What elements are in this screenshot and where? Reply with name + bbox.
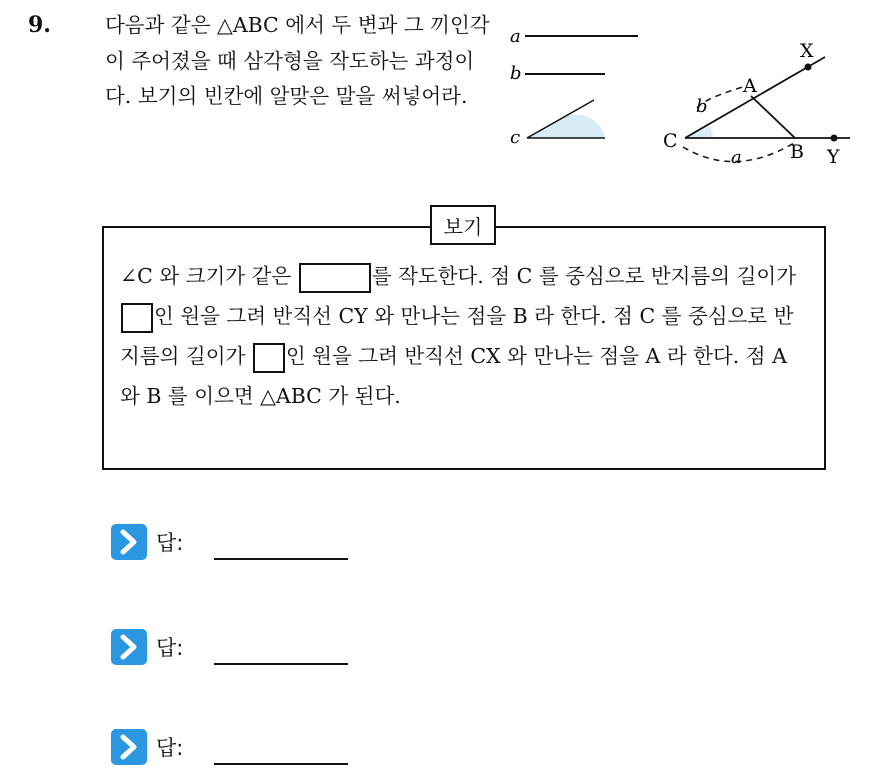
box-text-part-4: 인 원을 그려 반직선 CX 와 만나는 점을 A 라 한다. 점 A 와 B 를 이으면 △ABC 가 된다. xyxy=(120,344,787,408)
question-number: 9. xyxy=(28,12,51,38)
question-text: 다음과 같은 △ABC 에서 두 변과 그 끼인각이 주어졌을 때 삼각형을 작도하는 과정이다. 보기의 빈칸에 알맞은 말을 써넣어라. xyxy=(105,13,490,108)
label-point-c: C xyxy=(663,130,678,152)
answer-label: 답: xyxy=(156,531,184,555)
label-point-a: A xyxy=(743,75,757,97)
blank-1[interactable] xyxy=(299,263,371,293)
answer-label: 답: xyxy=(156,736,184,760)
chevron-right-icon xyxy=(111,629,147,665)
label-b: b xyxy=(510,63,522,84)
label-side-b: b xyxy=(696,96,708,117)
construction-figure xyxy=(500,30,860,180)
angle-c-fill xyxy=(527,115,605,138)
answer-field[interactable] xyxy=(214,763,348,765)
segment-ab xyxy=(751,96,795,138)
blank-2[interactable] xyxy=(121,303,153,333)
box-text-part-1: ∠C 와 크기가 같은 xyxy=(120,264,298,288)
point-y-dot xyxy=(831,135,838,142)
answer-field[interactable] xyxy=(214,663,348,665)
answer-field[interactable] xyxy=(214,558,348,560)
label-side-a: a xyxy=(731,147,742,168)
box-text-part-2: 를 작도한다. 점 C 를 중심으로 반지름의 길이가 xyxy=(371,264,797,288)
point-x-dot xyxy=(805,64,812,71)
label-point-b: B xyxy=(790,141,804,163)
label-y: Y xyxy=(827,146,840,168)
blank-3[interactable] xyxy=(253,343,285,373)
label-a: a xyxy=(510,30,521,47)
answer-label: 답: xyxy=(156,636,184,660)
chevron-right-icon xyxy=(111,729,147,765)
box-text-part-3: 인 원을 그려 반직선 CY 와 만나는 점을 B 라 한다. 점 C 를 중심으로 반지름의 길이가 xyxy=(120,304,794,368)
label-c: c xyxy=(510,127,521,148)
chevron-right-icon xyxy=(111,524,147,560)
example-box-text xyxy=(120,256,810,416)
label-x: X xyxy=(800,40,814,62)
example-box-title: 보기 xyxy=(430,205,496,245)
